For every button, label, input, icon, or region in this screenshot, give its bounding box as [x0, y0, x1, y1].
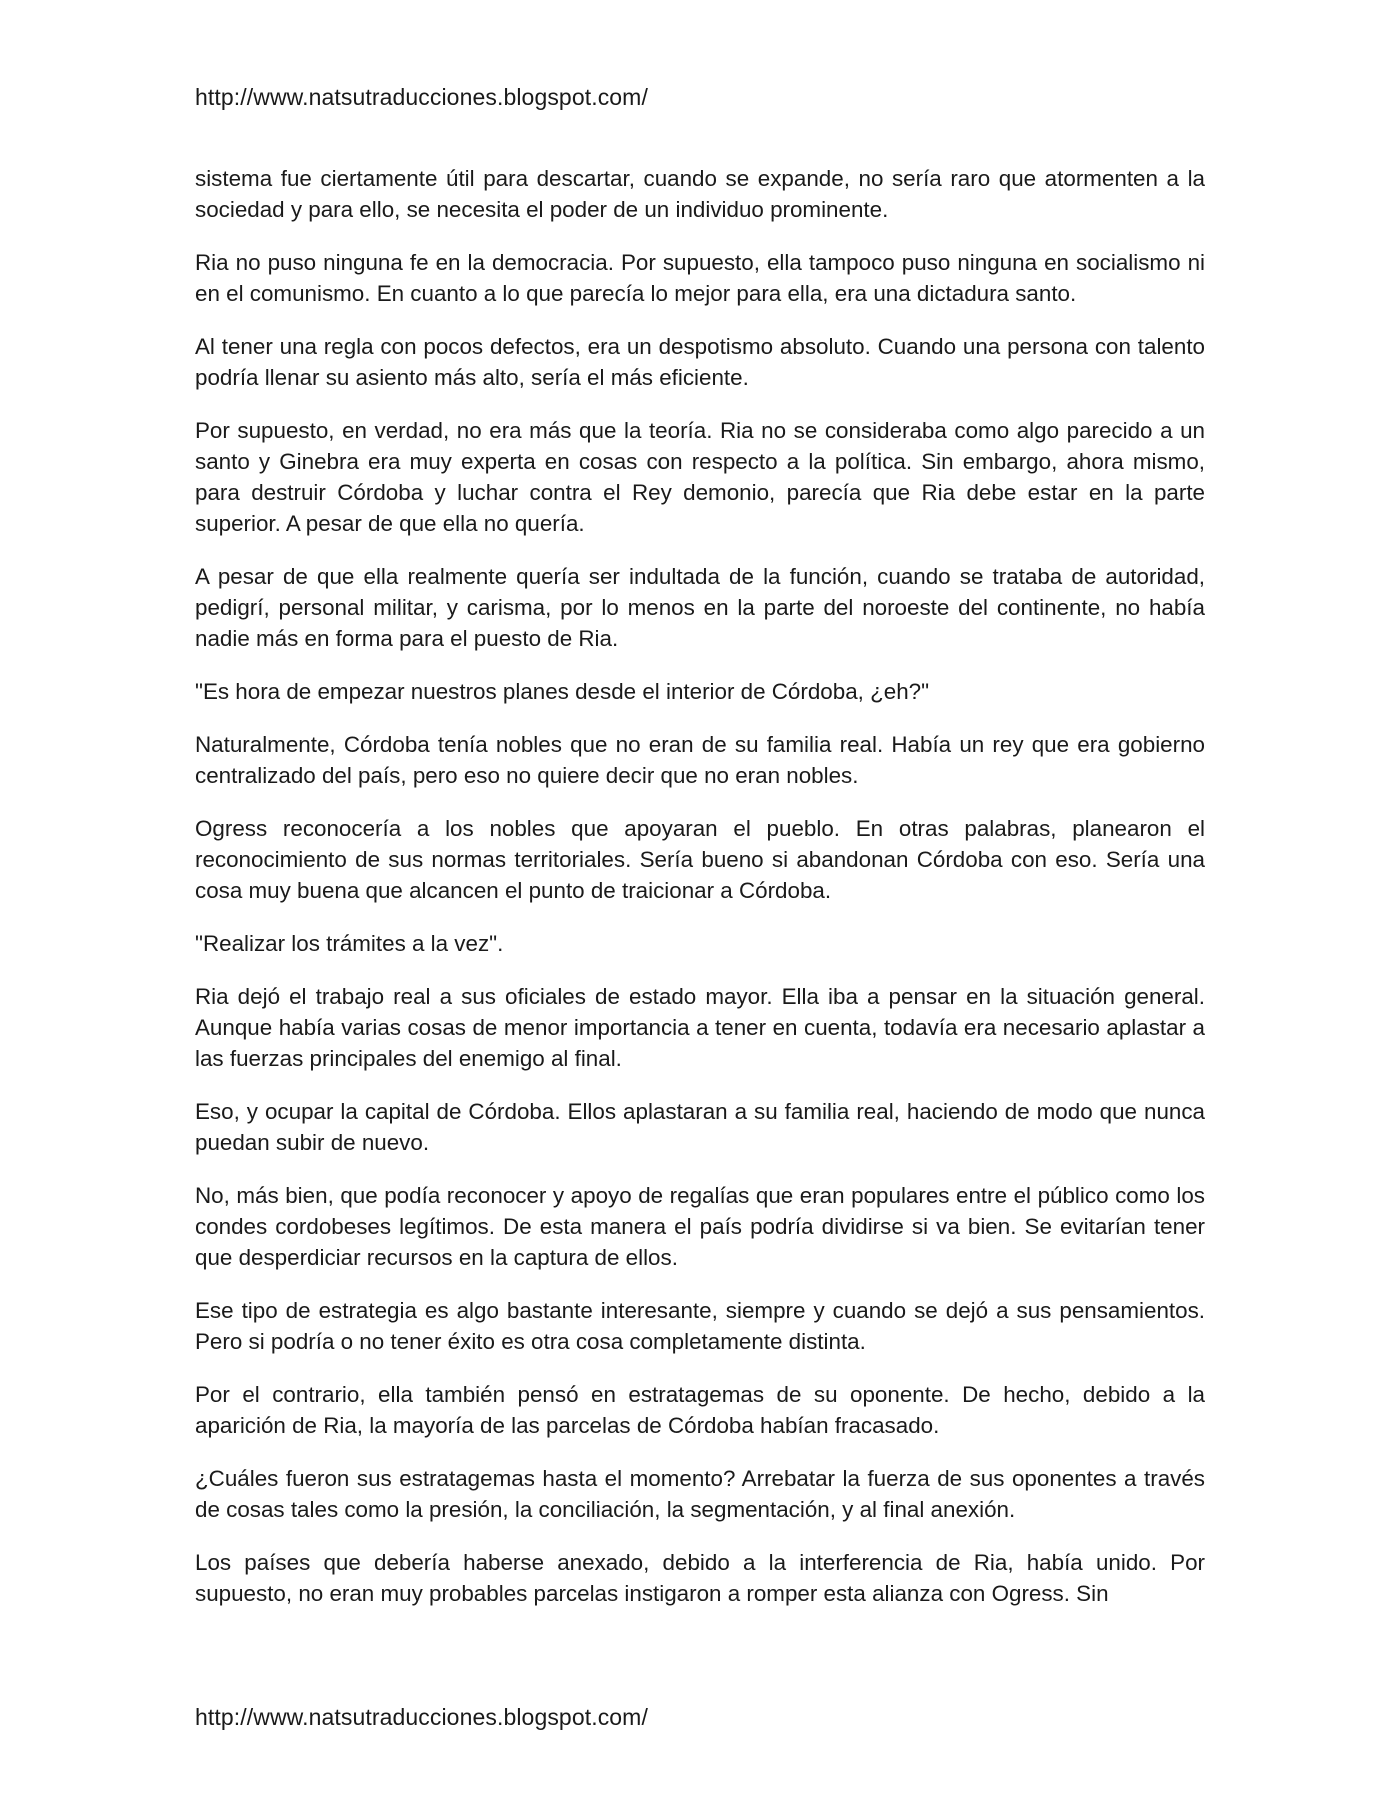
- paragraph: "Es hora de empezar nuestros planes desde el interior de Córdoba, ¿eh?": [195, 679, 930, 704]
- header-url: http://www.natsutraducciones.blogspot.com/: [195, 84, 648, 110]
- paragraph: Ese tipo de estrategia es algo bastante interesante, siempre y cuando se dejó a sus pensamientos. Pero si podría o no tener éxito es otra cosa completamente distinta.: [195, 1298, 1205, 1354]
- paragraph: No, más bien, que podía reconocer y apoyo de regalías que eran populares entre el público como los condes cordobeses legítimos. De esta manera el país podría dividirse si va bien. Se evitarían tener que desperdiciar recursos en la captura de ellos.: [195, 1183, 1205, 1270]
- paragraph: Ria dejó el trabajo real a sus oficiales de estado mayor. Ella iba a pensar en la situación general. Aunque había varias cosas de menor importancia a tener en cuenta, todavía era necesario aplastar a las fuerzas principales del enemigo al final.: [195, 984, 1205, 1071]
- paragraph: Los países que debería haberse anexado, debido a la interferencia de Ria, había unido. Por supuesto, no eran muy probables parcelas instigaron a romper esta alianza con Ogress. Sin: [195, 1550, 1205, 1606]
- paragraph: Por el contrario, ella también pensó en estratagemas de su oponente. De hecho, debido a la aparición de Ria, la mayoría de las parcelas de Córdoba habían fracasado.: [195, 1382, 1205, 1438]
- paragraph: ¿Cuáles fueron sus estratagemas hasta el momento? Arrebatar la fuerza de sus oponentes a través de cosas tales como la presión, la conciliación, la segmentación, y al final anexión.: [195, 1466, 1205, 1522]
- paragraph: sistema fue ciertamente útil para descartar, cuando se expande, no sería raro que atormenten a la sociedad y para ello, se necesita el poder de un individuo prominente.: [195, 166, 1205, 222]
- paragraph: Por supuesto, en verdad, no era más que la teoría. Ria no se consideraba como algo parecido a un santo y Ginebra era muy experta en cosas con respecto a la política. Sin embargo, ahora mismo, para destruir Córdoba y luchar contra el Rey demonio, parecía que Ria debe estar en la parte superior. A pesar de que ella no quería.: [195, 418, 1205, 536]
- paragraph: Ogress reconocería a los nobles que apoyaran el pueblo. En otras palabras, planearon el reconocimiento de sus normas territoriales. Sería bueno si abandonan Córdoba con eso. Sería una cosa muy buena que alcancen el punto de traicionar a Córdoba.: [195, 816, 1205, 903]
- footer-url: http://www.natsutraducciones.blogspot.com/: [195, 1704, 648, 1730]
- paragraph: Ria no puso ninguna fe en la democracia. Por supuesto, ella tampoco puso ninguna en socialismo ni en el comunismo. En cuanto a lo que parecía lo mejor para ella, era una dictadura santo.: [195, 250, 1205, 306]
- body-text: [195, 163, 1205, 1631]
- paragraph: Al tener una regla con pocos defectos, era un despotismo absoluto. Cuando una persona con talento podría llenar su asiento más alto, sería el más eficiente.: [195, 334, 1205, 390]
- paragraph: Naturalmente, Córdoba tenía nobles que no eran de su familia real. Había un rey que era gobierno centralizado del país, pero eso no quiere decir que no eran nobles.: [195, 732, 1205, 788]
- paragraph: A pesar de que ella realmente quería ser indultada de la función, cuando se trataba de autoridad, pedigrí, personal militar, y carisma, por lo menos en la parte del noroeste del continente, no había nadie más en forma para el puesto de Ria.: [195, 564, 1205, 651]
- paragraph: Eso, y ocupar la capital de Córdoba. Ellos aplastaran a su familia real, haciendo de modo que nunca puedan subir de nuevo.: [195, 1099, 1205, 1155]
- paragraph: "Realizar los trámites a la vez".: [195, 931, 504, 956]
